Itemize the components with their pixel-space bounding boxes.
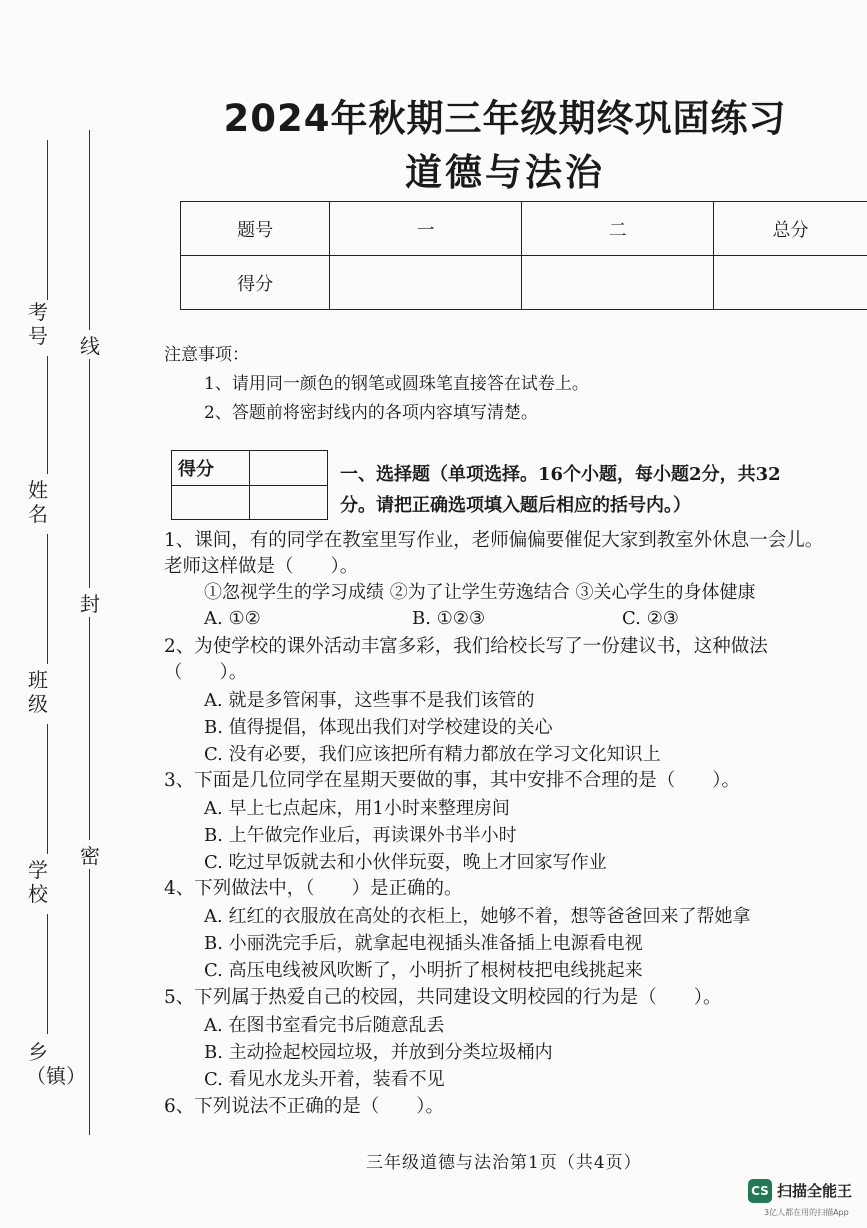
seal-line <box>89 130 90 1135</box>
question-6: 6、下列说法不正确的是（ ）。 <box>164 1096 445 1117</box>
seal-char-line: 线 <box>78 330 102 359</box>
field-label-exam-no: 考号 <box>28 300 48 348</box>
section-grader-cell[interactable] <box>172 486 250 520</box>
camscanner-logo-icon: CS <box>748 1179 772 1203</box>
question-5-option-b: B. 主动捡起校园垃圾，并放到分类垃圾桶内 <box>204 1042 553 1063</box>
field-label-town: 乡（镇） <box>26 1040 86 1088</box>
score-table <box>180 201 867 310</box>
camscanner-tagline: 3亿人都在用的扫描App <box>764 1208 849 1217</box>
question-2: 2、为使学校的课外活动丰富多彩，我们给校长写了一份建议书，这种做法 <box>164 636 768 657</box>
question-2-option-b: B. 值得提倡，体现出我们对学校建设的关心 <box>204 717 553 738</box>
score-cell-1[interactable] <box>330 256 522 310</box>
question-2-line2: （ ）。 <box>164 662 248 683</box>
question-4-option-a: A. 红红的衣服放在高处的衣柜上，她够不着，想等爸爸回来了帮她拿 <box>204 906 751 927</box>
question-5: 5、下列属于热爱自己的校园，共同建设文明校园的行为是（ ）。 <box>164 987 722 1008</box>
camscanner-name: 扫描全能王 <box>777 1182 853 1200</box>
field-label-school: 学校 <box>28 858 48 906</box>
question-4-option-b: B. 小丽洗完手后，就拿起电视插头准备插上电源看电视 <box>204 933 643 954</box>
field-label-class: 班级 <box>28 668 48 716</box>
notice-heading: 注意事项： <box>164 345 249 365</box>
score-table-score-row <box>181 256 867 310</box>
question-1-statements: ①忽视学生的学习成绩 ②为了让学生劳逸结合 ③关心学生的身体健康 <box>204 582 756 603</box>
score-header-cell: 总分 <box>714 202 867 256</box>
question-2-option-c: C. 没有必要，我们应该把所有精力都放在学习文化知识上 <box>204 744 661 765</box>
question-3-option-a: A. 早上七点起床，用1小时来整理房间 <box>204 798 510 819</box>
notice-item: 2、答题前将密封线内的各项内容填写清楚。 <box>204 403 538 423</box>
section-score-cell[interactable] <box>250 451 328 486</box>
section-grader-cell[interactable] <box>250 486 328 520</box>
question-3-option-c: C. 吃过早饭就去和小伙伴玩耍，晚上才回家写作业 <box>204 852 607 873</box>
section-heading: 一、选择题（单项选择。16个小题，每小题2分，共32 分。请把正确选项填入题后相应的括号内。） <box>340 464 781 516</box>
seal-char-seal: 封 <box>78 588 102 617</box>
question-1-option-c: C. ②③ <box>622 608 679 629</box>
question-1-option-b: B. ①②③ <box>412 608 486 629</box>
score-header-cell: 一 <box>330 202 522 256</box>
question-1: 1、课间，有的同学在教室里写作业，老师偏偏要催促大家到教室外休息一会儿。 <box>164 530 824 551</box>
score-header-cell: 二 <box>522 202 714 256</box>
field-line-exam-no <box>47 140 48 300</box>
score-cell-total[interactable] <box>714 256 867 310</box>
question-1-line2: 老师这样做是（ ）。 <box>164 556 359 577</box>
score-cell-2[interactable] <box>522 256 714 310</box>
seal-char-secret: 密 <box>78 840 102 869</box>
field-line-class <box>47 534 48 664</box>
exam-subject: 道德与法治 <box>405 151 605 194</box>
question-5-option-a: A. 在图书室看完书后随意乱丢 <box>204 1015 445 1036</box>
score-header-cell: 题号 <box>181 202 330 256</box>
score-table-header-row <box>181 202 867 256</box>
score-row-label: 得分 <box>181 256 330 310</box>
page-footer: 三年级道德与法治第1页（共4页） <box>366 1153 642 1173</box>
question-1-option-a: A. ①② <box>204 608 261 629</box>
section-score-box <box>171 450 328 520</box>
question-4: 4、下列做法中，（ ）是正确的。 <box>164 878 463 899</box>
question-3: 3、下面是几位同学在星期天要做的事，其中安排不合理的是（ ）。 <box>164 770 741 791</box>
field-line-name <box>47 356 48 474</box>
field-line-town <box>47 914 48 1034</box>
question-5-option-c: C. 看见水龙头开着，装看不见 <box>204 1069 445 1090</box>
question-3-option-b: B. 上午做完作业后，再读课外书半小时 <box>204 825 517 846</box>
exam-title: 2024年秋期三年级期终巩固练习 <box>223 97 787 140</box>
field-line-school <box>47 724 48 854</box>
section-score-label: 得分 <box>172 451 250 486</box>
question-2-option-a: A. 就是多管闲事，这些事不是我们该管的 <box>204 690 535 711</box>
notice-item: 1、请用同一颜色的钢笔或圆珠笔直接答在试卷上。 <box>204 374 589 394</box>
question-4-option-c: C. 高压电线被风吹断了，小明折了根树枝把电线挑起来 <box>204 960 643 981</box>
field-label-name: 姓名 <box>28 478 48 526</box>
